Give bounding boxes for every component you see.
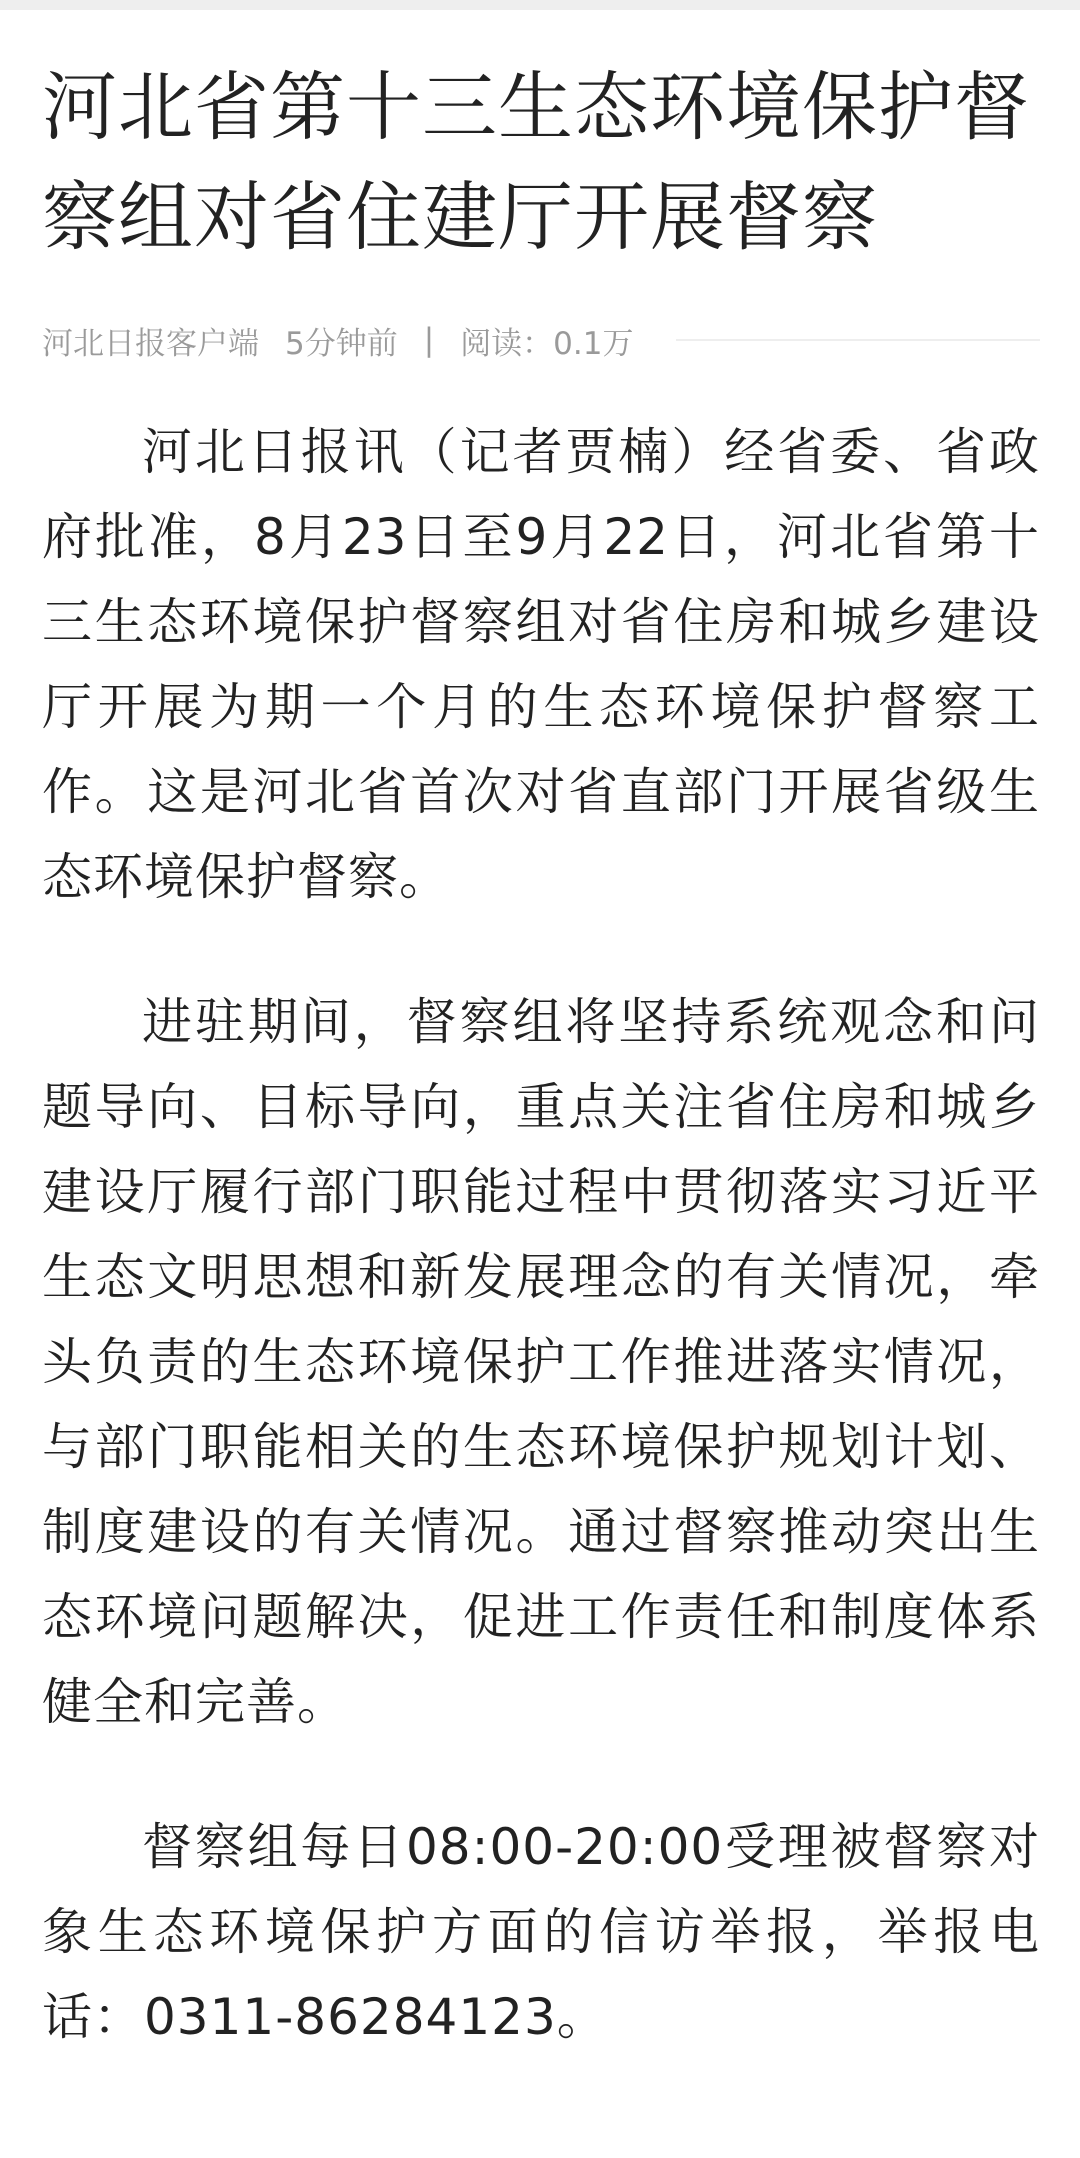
article: [42, 52, 1040, 2060]
article-title: 河北省第十三生态环境保护督察组对省住建厅开展督察: [42, 63, 1031, 261]
body-paragraph: 督察组每日08:00-20:00受理被督察对象生态环境保护方面的信访举报，举报电话：0311-86284123。: [42, 1818, 1040, 2046]
publish-time: 5分钟前: [285, 325, 398, 362]
body-paragraph: 进驻期间，督察组将坚持系统观念和问题导向、目标导向，重点关注省住房和城乡建设厅履行部门职能过程中贯彻落实习近平生态文明思想和新发展理念的有关情况，牵头负责的生态环境保护工作推进落实情况，与部门职能相关的生态环境保护规划计划、制度建设的有关情况。通过督察推动突出生态环境问题解决，促进工作责任和制度体系健全和完善。: [42, 993, 1040, 1731]
body-paragraph: 河北日报讯（记者贾楠）经省委、省政府批准，8月23日至9月22日，河北省第十三生态环境保护督察组对省住房和城乡建设厅开展为期一个月的生态环境保护督察工作。这是河北省首次对省直部门开展省级生态环境保护督察。: [42, 423, 1040, 906]
top-strip: [0, 0, 1080, 10]
meta-divider: [676, 339, 1041, 341]
source-name: 河北日报客户端: [42, 325, 259, 362]
read-count: 阅读：0.1万: [460, 325, 634, 362]
article-body: [42, 410, 1040, 2060]
meta-separator: |: [423, 322, 435, 358]
article-meta: [42, 316, 1040, 364]
